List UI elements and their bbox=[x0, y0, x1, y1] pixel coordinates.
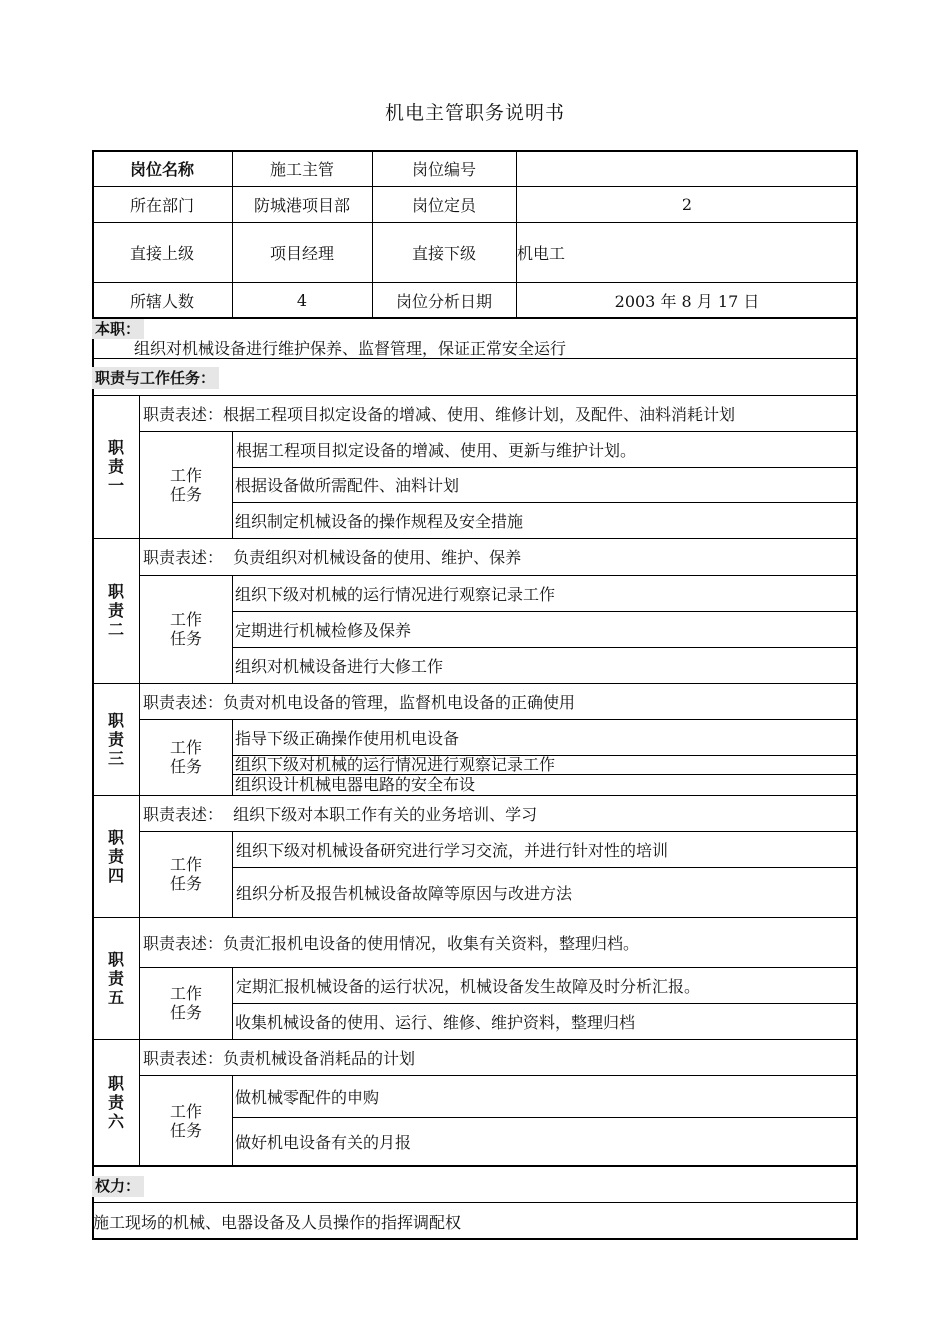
duty-5-task-1: 定期汇报机械设备的运行状况，机械设备发生故障及时分析汇报。 bbox=[236, 976, 701, 996]
core-duty-label: 本职： bbox=[92, 319, 144, 339]
duty-1-statement: 职责表述：根据工程项目拟定设备的增减、使用、维修计划，及配件、油料消耗计划 bbox=[143, 404, 736, 424]
job-description-table bbox=[92, 150, 858, 1240]
duty-2-task-2: 定期进行机械检修及保养 bbox=[235, 620, 412, 640]
quota-label: 岗位定员 bbox=[411, 195, 476, 215]
quota-value: 2 bbox=[681, 194, 693, 214]
duty-3-task-1: 指导下级正确操作使用机电设备 bbox=[235, 728, 460, 748]
position-name-value: 施工主管 bbox=[269, 159, 334, 179]
duty-5-task-label: 工作 任务 bbox=[169, 984, 202, 1022]
duty-3-statement: 职责表述：负责对机电设备的管理，监督机电设备的正确使用 bbox=[143, 692, 576, 712]
duty-6-task-2: 做好机电设备有关的月报 bbox=[235, 1133, 412, 1152]
duty-4-task-label: 工作 任务 bbox=[169, 855, 202, 893]
duty-4-statement: 职责表述： 组织下级对本职工作有关的业务培训、学习 bbox=[143, 804, 538, 824]
duty-2-label: 职 责 二 bbox=[107, 582, 124, 639]
duty-1-task-3: 组织制定机械设备的操作规程及安全措施 bbox=[235, 511, 524, 531]
authority-label: 权力： bbox=[92, 1176, 144, 1197]
duty-6-label: 职 责 六 bbox=[107, 1074, 124, 1131]
subordinate-value: 机电工 bbox=[517, 243, 566, 263]
document-title: 机电主管职务说明书 bbox=[384, 102, 565, 124]
duty-4-task-2: 组织分析及报告机械设备故障等原因与改进方法 bbox=[236, 883, 573, 903]
duty-1-label: 职 责 一 bbox=[107, 438, 124, 495]
duty-3-task-2: 组织下级对机械的运行情况进行观察记录工作 bbox=[235, 755, 556, 774]
duty-6-statement: 职责表述：负责机械设备消耗品的计划 bbox=[143, 1048, 416, 1068]
duty-4-label: 职 责 四 bbox=[107, 827, 124, 885]
duty-1-task-2: 根据设备做所需配件、油料计划 bbox=[235, 476, 460, 495]
duty-2-task-label: 工作 任务 bbox=[169, 610, 202, 648]
position-no-label: 岗位编号 bbox=[411, 159, 476, 179]
duty-4-task-1: 组织下级对机械设备研究进行学习交流，并进行针对性的培训 bbox=[236, 840, 669, 860]
position-name-label: 岗位名称 bbox=[129, 159, 194, 179]
dept-value: 防城港项目部 bbox=[253, 195, 350, 215]
duty-2-task-3: 组织对机械设备进行大修工作 bbox=[235, 656, 444, 676]
duty-3-label: 职 责 三 bbox=[107, 710, 124, 768]
superior-label: 直接上级 bbox=[129, 243, 194, 263]
duty-2-statement: 职责表述： 负责组织对机械设备的使用、维护、保养 bbox=[143, 548, 522, 567]
duty-6-task-label: 工作 任务 bbox=[169, 1101, 202, 1140]
duty-5-label: 职 责 五 bbox=[107, 949, 124, 1007]
subordinate-label: 直接下级 bbox=[411, 243, 476, 263]
duty-3-task-3: 组织设计机械电器电路的安全布设 bbox=[235, 775, 476, 794]
analysis-date-label: 岗位分析日期 bbox=[395, 291, 492, 311]
duty-2-task-1: 组织下级对机械的运行情况进行观察记录工作 bbox=[235, 584, 556, 604]
superior-value: 项目经理 bbox=[269, 243, 334, 263]
dept-label: 所在部门 bbox=[129, 195, 194, 215]
duties-header: 职责与工作任务： bbox=[92, 367, 219, 389]
staff-count-label: 所辖人数 bbox=[129, 291, 194, 311]
duty-3-task-label: 工作 任务 bbox=[169, 738, 202, 776]
duty-1-task-label: 工作 任务 bbox=[169, 465, 202, 504]
position-no-value bbox=[516, 150, 858, 186]
duty-6-task-1: 做机械零配件的申购 bbox=[235, 1087, 380, 1107]
duty-5-statement: 职责表述：负责汇报机电设备的使用情况，收集有关资料，整理归档。 bbox=[143, 933, 640, 953]
duty-1-task-1: 根据工程项目拟定设备的增减、使用、更新与维护计划。 bbox=[236, 440, 637, 460]
analysis-date-value: 2003 年 8 月 17 日 bbox=[614, 291, 760, 311]
authority-text: 施工现场的机械、电器设备及人员操作的指挥调配权 bbox=[93, 1212, 462, 1232]
duty-5-task-2: 收集机械设备的使用、运行、维修、维护资料，整理归档 bbox=[235, 1012, 636, 1032]
staff-count-value: 4 bbox=[296, 290, 308, 310]
core-duty-text: 组织对机械设备进行维护保养、监督管理，保证正常安全运行 bbox=[134, 338, 567, 358]
